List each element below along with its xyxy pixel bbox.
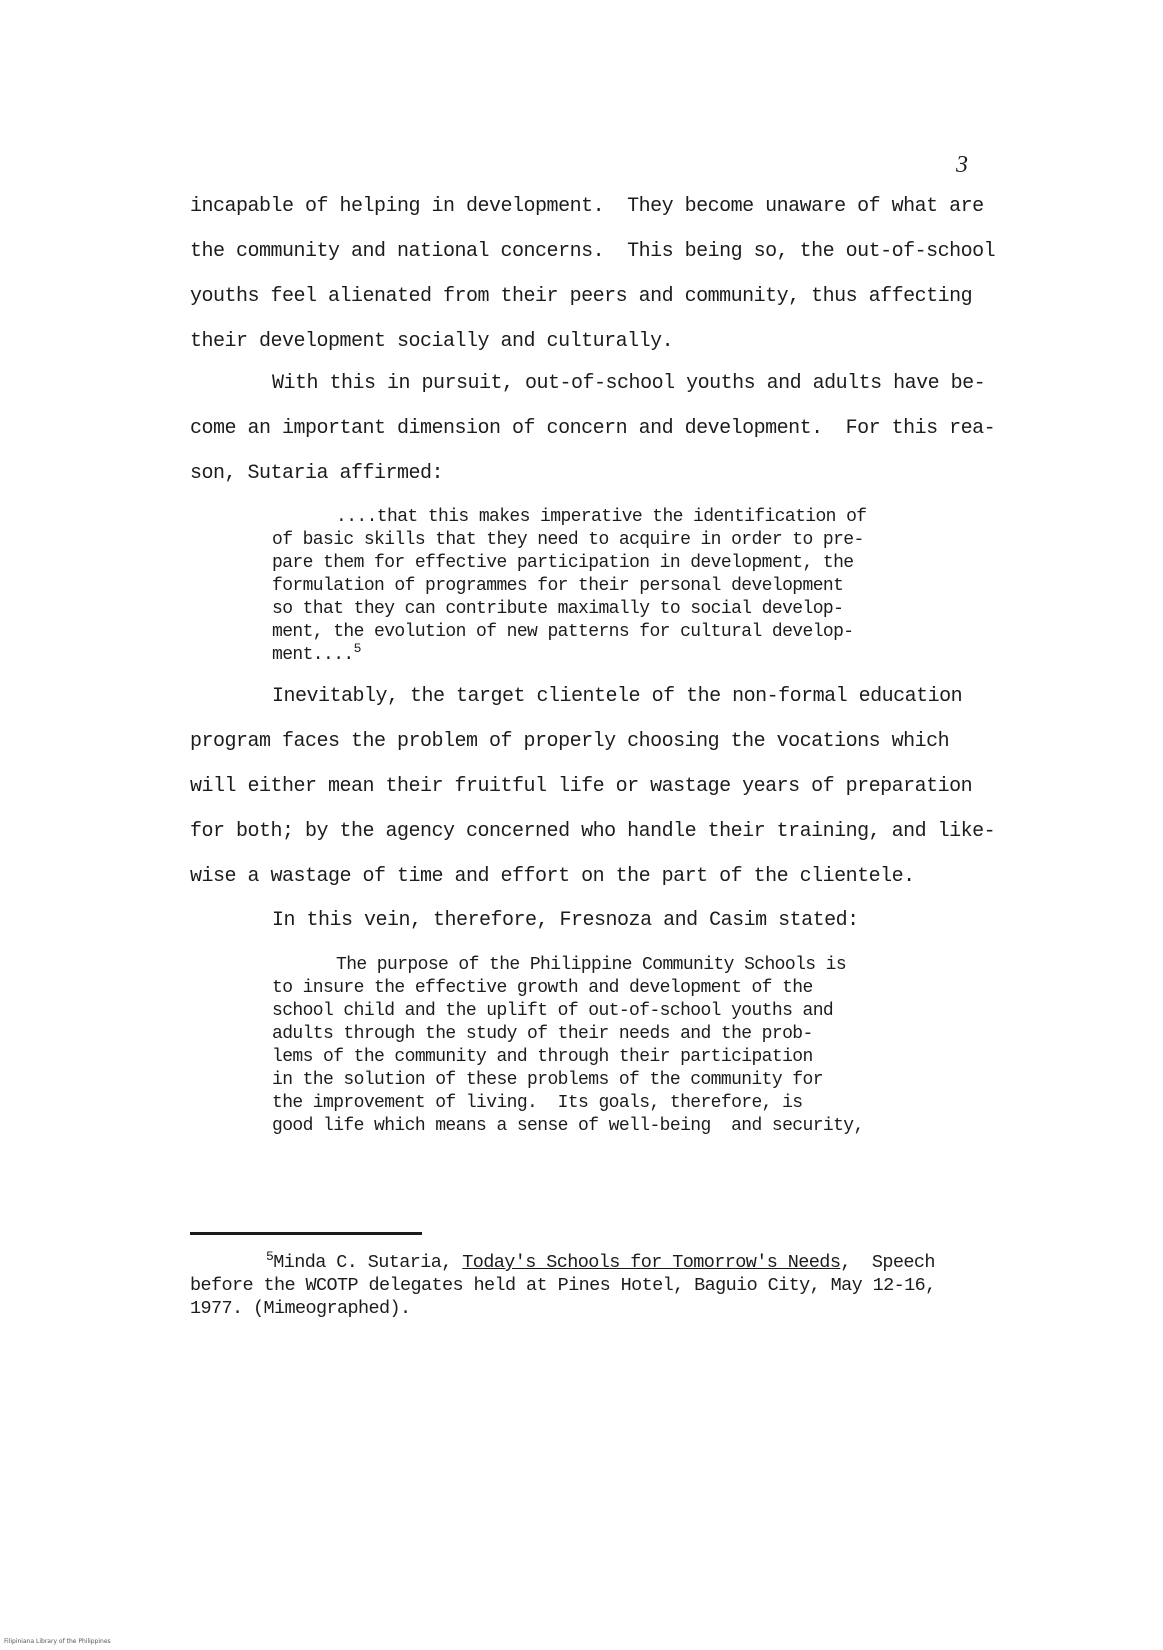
quote-1-line-4: formulation of programmes for their personal development [272,576,844,596]
quote-2-line-3: school child and the uplift of out-of-school youths and [272,1001,834,1021]
quote-2-line-5: lems of the community and through their participation [272,1047,813,1067]
paragraph-3-line-2: program faces the problem of properly choosing the vocations which [190,730,950,753]
quote-1-line-5: so that they can contribute maximally to social develop- [272,599,844,619]
footnote-rest: , Speech [840,1252,935,1273]
paragraph-1-line-4: their development socially and culturally. [190,330,674,353]
paragraph-2-line-2: come an important dimension of concern and development. For this rea- [190,417,996,440]
paragraph-3-line-1: Inevitably, the target clientele of the non-formal education [272,685,963,708]
footnote-divider [190,1232,422,1235]
quote-2-line-6: in the solution of these problems of the community for [272,1070,823,1090]
paragraph-3-line-3: will either mean their fruitful life or wastage years of preparation [190,775,973,798]
paragraph-1-line-1: incapable of helping in development. They become unaware of what are [190,195,984,218]
paragraph-4-line-1: In this vein, therefore, Fresnoza and Casim stated: [272,909,859,932]
library-watermark: Filipiniana Library of the Philippines [4,1638,111,1645]
paragraph-1-line-2: the community and national concerns. This being so, the out-of-school [190,240,996,263]
paragraph-3-line-4: for both; by the agency concerned who handle their training, and like- [190,820,996,843]
footnote-title: Today's Schools for Tomorrow's Needs [462,1252,841,1273]
footnote-number: 5 [266,1248,274,1264]
quote-2-line-1: The purpose of the Philippine Community Schools is [336,955,847,975]
footnote-author: Minda C. Sutaria, [273,1252,463,1273]
quote-1-text-end: ment.... [272,645,354,665]
quote-1-line-2: of basic skills that they need to acquire in order to pre- [272,530,864,550]
paragraph-3-line-5: wise a wastage of time and effort on the part of the clientele. [190,865,915,888]
paragraph-1-line-3: youths feel alienated from their peers and community, thus affecting [190,285,973,308]
quote-1-line-3: pare them for effective participation in development, the [272,553,854,573]
footnote-line-1 [266,1248,935,1273]
footnote-line-3: 1977. (Mimeographed). [190,1298,411,1319]
quote-2-line-8: good life which means a sense of well-being and security, [272,1116,864,1136]
paragraph-2-line-1: With this in pursuit, out-of-school youths and adults have be- [272,372,986,395]
quote-2-line-2: to insure the effective growth and development of the [272,978,813,998]
footnote-reference: 5 [353,641,361,656]
paragraph-2-line-3: son, Sutaria affirmed: [190,462,444,485]
quote-2-line-7: the improvement of living. Its goals, therefore, is [272,1093,803,1113]
quote-1-line-6: ment, the evolution of new patterns for cultural develop- [272,622,854,642]
page-number: 3 [956,152,968,178]
quote-2-line-4: adults through the study of their needs and the prob- [272,1024,813,1044]
footnote-line-2: before the WCOTP delegates held at Pines Hotel, Baguio City, May 12-16, [190,1275,936,1296]
quote-1-line-1: ....that this makes imperative the identification of [336,507,867,527]
quote-1-line-7 [272,641,361,665]
